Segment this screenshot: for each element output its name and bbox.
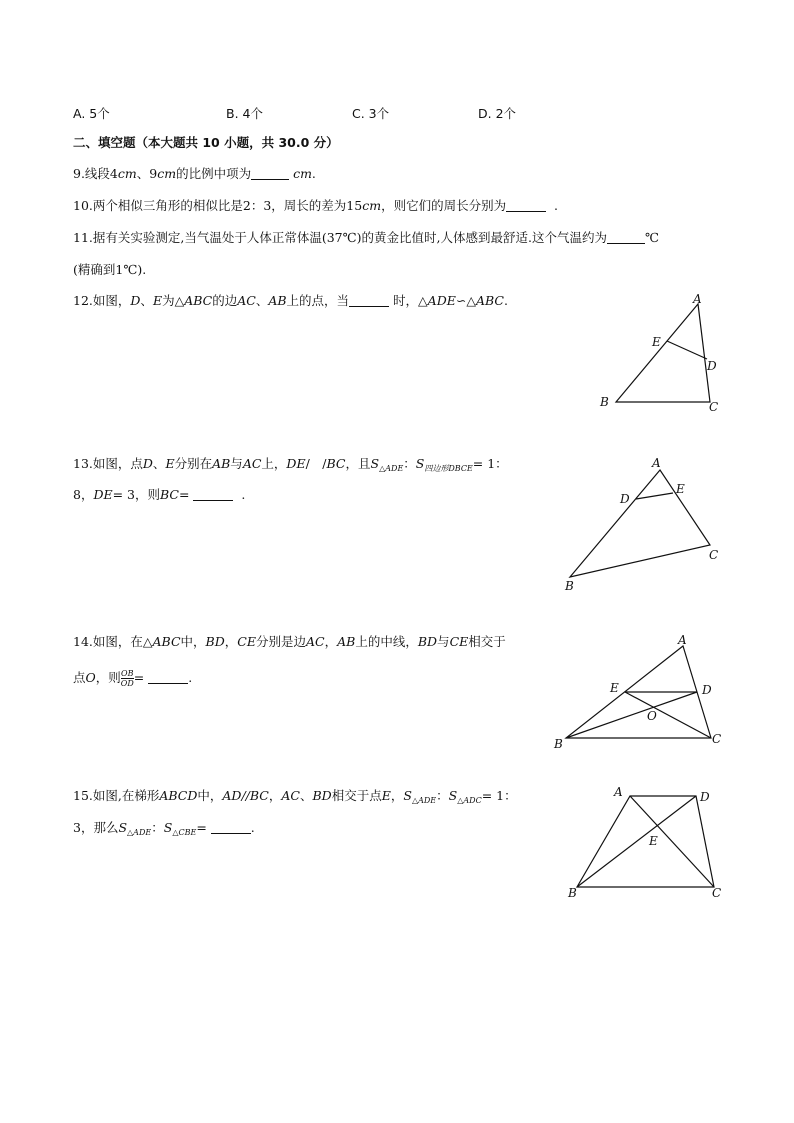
- option-b: B. 4个: [226, 106, 263, 121]
- question-15-line-2: 3，那么$S_{\triangle ADE}$：$S_{\triangle CBE}=$ .: [73, 820, 255, 837]
- triangle-abc: [570, 470, 710, 577]
- label-b: B: [600, 395, 609, 409]
- figure-15: [560, 780, 730, 905]
- label-d: D: [620, 492, 630, 506]
- question-9: 9.线段4cm、9cm的比例中项为 cm.: [73, 166, 316, 181]
- section-heading: 二、填空题（本大题共 10 小题，共 30.0 分）: [73, 135, 339, 150]
- answer-blank[interactable]: [506, 199, 546, 212]
- label-a: A: [652, 456, 661, 470]
- label-c: C: [709, 548, 719, 562]
- label-c: C: [709, 400, 719, 414]
- segment-ce: [625, 692, 711, 738]
- segment-bd: [566, 692, 697, 738]
- label-e: E: [610, 681, 619, 695]
- figure-14: [550, 630, 730, 755]
- fraction-ob-od: $\frac{OB}{OD}$: [120, 669, 134, 688]
- label-d: D: [700, 790, 710, 804]
- trapezoid-abcd: [577, 796, 714, 887]
- label-c: C: [712, 886, 722, 900]
- question-11: 11.据有关实验测定,当气温处于人体正常体温(37℃)的黄金比值时,人体感到最舒适.这个气温约为 ℃: [73, 230, 659, 245]
- label-a: A: [693, 292, 702, 306]
- option-c: C. 3个: [352, 106, 390, 121]
- option-d: D. 2个: [478, 106, 517, 121]
- label-e: E: [649, 834, 658, 848]
- triangle-abc: [616, 304, 710, 402]
- label-b: B: [554, 737, 563, 751]
- label-e: E: [652, 335, 661, 349]
- label-a: A: [614, 785, 623, 799]
- answer-blank[interactable]: [607, 231, 645, 244]
- diagonal-bd: [577, 796, 696, 887]
- segment-de: [636, 493, 673, 499]
- figure-13: [560, 455, 730, 595]
- label-o: O: [647, 709, 657, 723]
- question-10: 10.两个相似三角形的相似比是2：3，周长的差为15cm，则它们的周长分别为 .: [73, 198, 559, 213]
- question-12: 12.如图，D、E为△ABC的边AC、AB上的点，当 时，△ADE∽△ABC.: [73, 293, 508, 308]
- label-d: D: [707, 359, 717, 373]
- answer-blank[interactable]: [211, 821, 251, 834]
- question-15: 15.如图,在梯形ABCD中，AD//BC，AC、BD相交于点E，$S_{\triangle ADE}$：$S_{\triangle ADC}= 1$：: [73, 788, 517, 805]
- label-e: E: [676, 482, 685, 496]
- figure-12: [596, 290, 726, 415]
- answer-blank[interactable]: [349, 294, 389, 307]
- label-b: B: [565, 579, 574, 593]
- answer-blank[interactable]: [193, 488, 233, 501]
- option-a: A. 5个: [73, 106, 110, 121]
- question-14-line-2: 点O，则 $\frac{OB}{OD}$ = .: [73, 669, 193, 688]
- question-11-line-2: (精确到1℃).: [73, 262, 147, 277]
- label-b: B: [568, 886, 577, 900]
- answer-blank[interactable]: [148, 671, 188, 684]
- label-a: A: [678, 633, 687, 647]
- question-13-line-2: 8，DE= 3，则BC= .: [73, 487, 246, 502]
- segment-de: [667, 341, 707, 359]
- label-d: D: [702, 683, 712, 697]
- question-13: 13.如图，点D、E分别在AB与AC上，DE/ /BC，且$S_{\triangle ADE}$：$S_{四边形DBCE}= 1$：: [73, 456, 508, 473]
- answer-blank[interactable]: [251, 167, 289, 180]
- label-c: C: [712, 732, 722, 746]
- diagonal-ac: [630, 796, 714, 887]
- question-14: 14.如图，在△ABC中，BD，CE分别是边AC，AB上的中线，BD与CE相交于: [73, 634, 506, 649]
